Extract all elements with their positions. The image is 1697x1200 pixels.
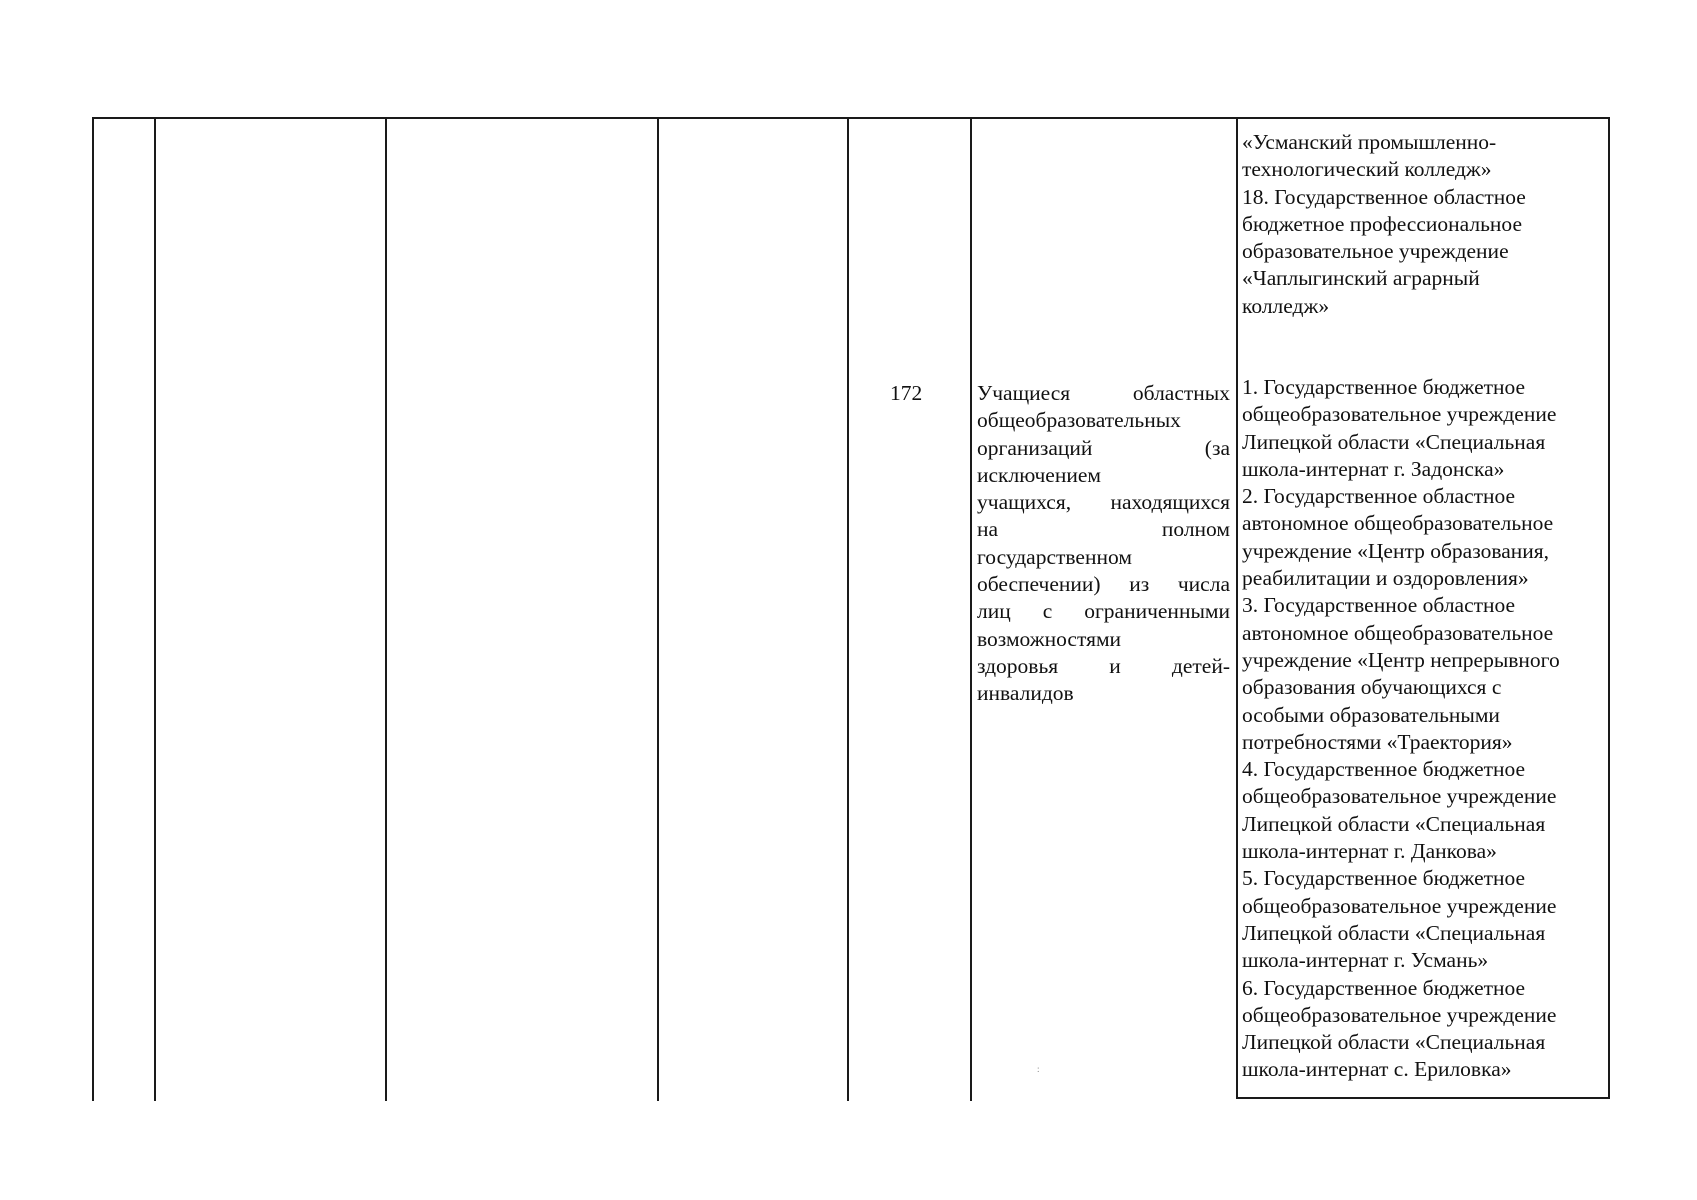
text-line: общеобразовательное учреждение xyxy=(1242,1002,1557,1027)
category-word: числа xyxy=(1177,572,1230,597)
category-line xyxy=(977,598,1230,625)
category-word: находящихся xyxy=(1110,490,1230,515)
text-line: 1. Государственное бюджетное xyxy=(1242,375,1526,399)
category-line xyxy=(977,380,1230,407)
category-word: с xyxy=(1042,599,1053,624)
text-line: общеобразовательное учреждение xyxy=(1242,784,1557,809)
category-word: ограниченными xyxy=(1084,599,1230,624)
category-line xyxy=(977,462,1230,489)
text-line: 5. Государственное бюджетное xyxy=(1242,866,1526,891)
category-word: обеспечении) xyxy=(977,572,1101,597)
text-line: автономное общеобразовательное xyxy=(1242,511,1554,536)
column-rule-3 xyxy=(385,117,387,1101)
text-line: Липецкой области «Специальная xyxy=(1242,811,1546,836)
row-number: 172 xyxy=(890,381,923,405)
text-line: школа-интернат г. Усмань» xyxy=(1242,948,1489,973)
category-word: детей- xyxy=(1171,653,1230,678)
category-line xyxy=(977,407,1230,434)
text-line: «Чаплыгинский аграрный xyxy=(1242,266,1480,291)
category-word: здоровья xyxy=(977,653,1059,678)
text-line: школа-интернат г. Данкова» xyxy=(1242,839,1497,864)
text-line: потребностями «Траектория» xyxy=(1242,729,1513,754)
text-line: автономное общеобразовательное xyxy=(1242,620,1554,645)
category-word: полном xyxy=(1161,517,1230,542)
text-line: Липецкой области «Специальная xyxy=(1242,429,1546,454)
text-line: колледж» xyxy=(1242,293,1330,318)
category-word: возможностями xyxy=(977,626,1122,651)
text-line: образования обучающихся с xyxy=(1242,675,1502,700)
text-line: реабилитации и оздоровления» xyxy=(1242,566,1529,591)
category-word: инвалидов xyxy=(977,681,1074,706)
category-word: общеобразовательных xyxy=(977,408,1181,433)
category-word: государственном xyxy=(977,544,1132,569)
continuation-cell xyxy=(1242,129,1526,320)
category-word: лиц xyxy=(977,599,1011,624)
column-rule-4 xyxy=(657,117,659,1101)
category-word: (за xyxy=(1204,435,1230,460)
stray-mark: : xyxy=(1037,1064,1040,1074)
category-cell xyxy=(977,380,1230,708)
column-rule-6 xyxy=(970,117,972,1101)
text-line: 18. Государственное областное xyxy=(1242,184,1526,209)
category-line xyxy=(977,435,1230,462)
text-line: учреждение «Центр непрерывного xyxy=(1242,647,1560,672)
category-word: Учащиеся xyxy=(977,381,1071,405)
text-line: «Усманский промышленно- xyxy=(1242,130,1497,154)
text-line: технологический колледж» xyxy=(1242,157,1492,182)
text-line: общеобразовательное учреждение xyxy=(1242,402,1557,427)
text-line: учреждение «Центр образования, xyxy=(1242,538,1550,563)
column-rule-1 xyxy=(92,117,94,1101)
text-line: школа-интернат с. Ериловка» xyxy=(1242,1057,1512,1082)
column-rule-8 xyxy=(1608,117,1610,1098)
category-line xyxy=(977,626,1230,653)
category-word: учащихся, xyxy=(977,490,1072,515)
category-word: и xyxy=(1109,653,1121,678)
text-line: общеобразовательное учреждение xyxy=(1242,893,1557,918)
category-line xyxy=(977,544,1230,571)
column-rule-2 xyxy=(154,117,156,1101)
text-line: 6. Государственное бюджетное xyxy=(1242,975,1526,1000)
text-line: 3. Государственное областное xyxy=(1242,593,1516,618)
text-line: школа-интернат г. Задонска» xyxy=(1242,456,1505,481)
category-line xyxy=(977,571,1230,598)
institutions-list xyxy=(1242,374,1560,1084)
text-line: 4. Государственное бюджетное xyxy=(1242,757,1526,782)
text-line: особыми образовательными xyxy=(1242,702,1500,727)
category-line xyxy=(977,489,1230,516)
category-word: исключением xyxy=(977,462,1101,487)
category-line xyxy=(977,516,1230,543)
table-top-border xyxy=(92,117,1609,119)
last-cell-bottom-border xyxy=(1236,1097,1610,1099)
column-rule-7 xyxy=(1236,117,1238,1098)
category-word: областных xyxy=(1132,381,1230,405)
text-line: образовательное учреждение xyxy=(1242,239,1509,264)
text-line: Липецкой области «Специальная xyxy=(1242,920,1546,945)
category-line xyxy=(977,680,1230,707)
category-word: из xyxy=(1129,572,1150,597)
category-word: на xyxy=(977,517,999,542)
text-line: бюджетное профессиональное xyxy=(1242,211,1522,236)
text-line: 2. Государственное областное xyxy=(1242,484,1516,509)
column-rule-5 xyxy=(847,117,849,1101)
text-line: Липецкой области «Специальная xyxy=(1242,1030,1546,1055)
category-line xyxy=(977,653,1230,680)
category-word: организаций xyxy=(977,435,1093,460)
